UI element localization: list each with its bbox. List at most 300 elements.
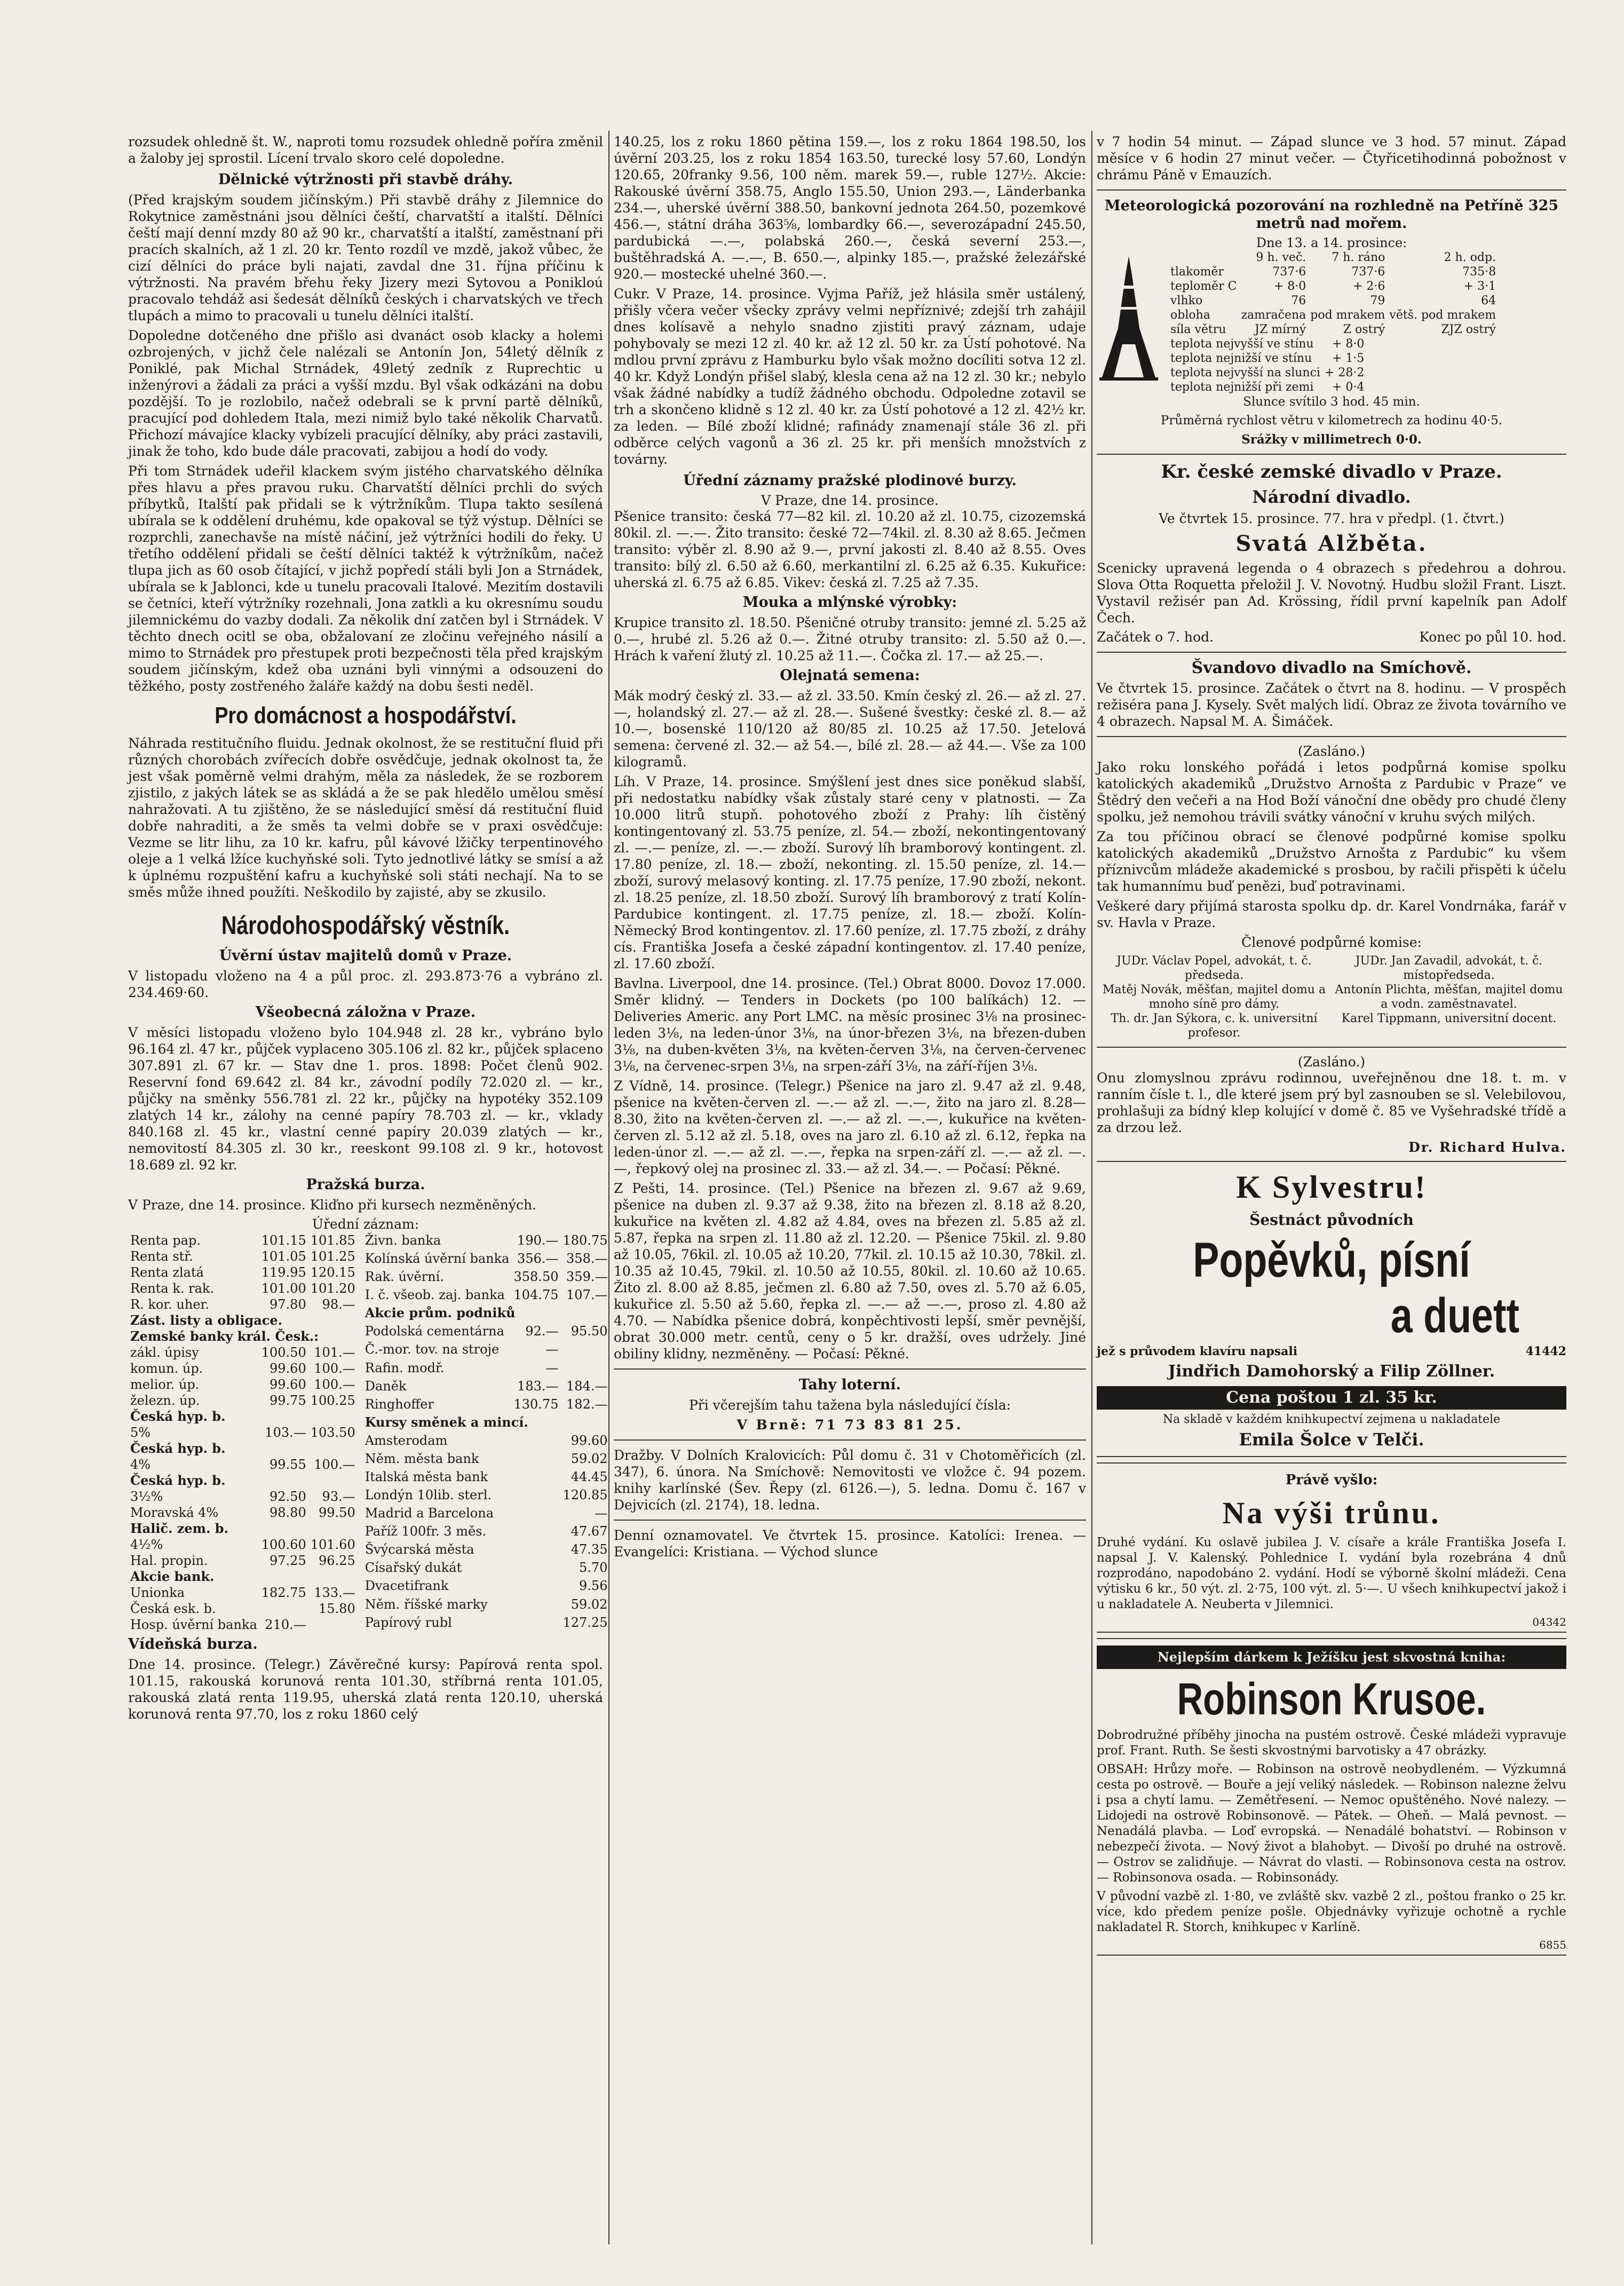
table-cell: Paříž 100fr. 3 měs. <box>365 1524 487 1539</box>
ad-title: a duett <box>1390 1288 1519 1343</box>
divider <box>614 1439 1086 1441</box>
table-cell: 183.— <box>517 1378 559 1394</box>
table-row <box>363 1487 610 1505</box>
committee-member: Th. dr. Jan Sýkora, c. k. universitní profesor. <box>1111 1012 1318 1040</box>
dateline: Dne 13. a 14. prosince: <box>1256 235 1407 250</box>
table-cell: 76 <box>1291 294 1306 307</box>
table-cell <box>512 1469 561 1487</box>
table-cell: pod mrakem <box>1310 309 1385 322</box>
lottery-numbers: V Brně: 71 73 83 81 25. <box>736 1417 963 1433</box>
table-row <box>363 1596 610 1615</box>
table-cell: ZJZ ostrý <box>1441 323 1496 336</box>
theatre-date: Ve čtvrtek 15. prosince. 77. hra v předpl. (1. čtvrt.) <box>1159 511 1504 526</box>
table-cell: komun. úp. <box>130 1361 203 1376</box>
table-row <box>128 1296 358 1312</box>
table-row <box>363 1251 610 1269</box>
table-row <box>128 1473 358 1489</box>
table-cell: 3½% <box>130 1489 163 1504</box>
table-row <box>128 1601 358 1617</box>
table-cell: 98.— <box>322 1297 355 1312</box>
table-cell: zákl. úpisy <box>130 1345 199 1360</box>
table-cell <box>512 1505 561 1523</box>
table-row <box>363 1523 610 1541</box>
table-cell: 210.— <box>265 1617 306 1632</box>
table-cell: Hosp. úvěrní banka <box>130 1617 257 1632</box>
table-title: Úřední záznam: <box>312 1216 419 1232</box>
ad-text: Dobrodružné příběhy jinocha na pustém ostrově. České mládeži vypravuje prof. Frant. Ruth. Se šesti skvostnými barvotisky a 47 obrázky. <box>1097 1728 1566 1758</box>
section-heading: Národohospodářský věstník. <box>221 912 510 940</box>
table-cell: Kolínská úvěrní banka <box>365 1251 510 1267</box>
table-cell: 119.95 <box>261 1265 306 1280</box>
table-cell: 96.25 <box>319 1553 355 1568</box>
table-cell: teplota nejvyšší ve stínu <box>1170 337 1314 351</box>
table-row <box>363 1360 610 1378</box>
table-cell: 101.20 <box>310 1281 355 1296</box>
ad-headline: K Sylvestru! <box>1236 1169 1427 1205</box>
table-cell: 100.— <box>314 1361 355 1376</box>
table-cell: Zemské banky král. Česk.: <box>130 1328 319 1344</box>
table-cell: 104.75 <box>513 1287 559 1303</box>
table-row <box>128 1377 358 1393</box>
article-text: V měsíci listopadu vloženo bylo 104.948 zl. 28 kr., vybráno bylo 96.164 zl. 47 kr., půjček vyplaceno 305.106 zl. 82 kr., půjček splaceno 307.891 zl. 67 kr. — Stav dne 1. pros. 1898: Počet členů 902. Reservní fond 69.642 zl. 84 kr., závodní podíly 72.020 zl. — kr., půjčky na směnky 556.781 zl. 22 kr., půjčky na hypotéky 352.109 zlatých 14 kr., zálohy na cenné papíry 78.703 zl. — kr., vklady 840.168 zl. 45 kr., vlastní cenné papíry 20.039 zlatých — kr., nemovitostí 84.305 zl. 30 kr., reeskont 99.108 zl. 9 kr., hotovost 18.689 zl. 92 kr. <box>128 1025 603 1173</box>
meteo-note: Průměrná rychlost větru v kilometrech za hodinu 40·5. <box>1160 414 1503 428</box>
table-row <box>1168 250 1498 265</box>
ad-headline: Právě vyšlo: <box>1285 1472 1378 1488</box>
ad-info <box>1097 1344 1566 1358</box>
bourse-table-right <box>363 1232 610 1633</box>
article-text: Scenicky upravená legenda o 4 obrazech s předehrou a dohrou. Slova Otta Roquetta přeložil J. V. Novotný. Hudbu složil Frant. Liszt. Vystavil režisér pan Ad. Krössing, řídil první kapelník pan Adolf Čech. <box>1097 560 1566 626</box>
table-cell: 59.02 <box>571 1451 608 1466</box>
table-row <box>128 1553 358 1569</box>
table-cell: Moravská 4% <box>130 1505 219 1520</box>
divider <box>1097 1047 1566 1048</box>
column-1 <box>128 133 608 1726</box>
table-cell <box>560 1341 609 1359</box>
table-cell: Renta stř. <box>130 1249 193 1264</box>
dateline: V Praze, dne 14. prosince. <box>761 493 939 508</box>
table-cell: 4½% <box>130 1537 163 1552</box>
table-cell: 64 <box>1481 294 1496 307</box>
table-row <box>1168 265 1498 279</box>
table-row <box>1168 322 1498 337</box>
table-cell <box>512 1487 561 1505</box>
table-row <box>363 1433 610 1451</box>
table-cell: Zást. listy a obligace. <box>130 1312 283 1328</box>
table-cell: 100.50 <box>261 1345 306 1360</box>
signature: Dr. Richard Hulva. <box>1408 1140 1566 1155</box>
table-cell: 47.67 <box>571 1524 608 1539</box>
play-end: Konec po půl 10. hod. <box>1419 629 1566 645</box>
table-row <box>363 1396 610 1414</box>
theatre-subheading: Národní divadlo. <box>1252 487 1411 507</box>
table-row <box>363 1269 610 1287</box>
table-cell: + 28·2 <box>1324 366 1365 379</box>
table-cell: Česká hyp. b. <box>130 1441 226 1456</box>
ad-title: Na výši trůnu. <box>1222 1496 1441 1530</box>
notice-heading: (Zasláno.) <box>1297 1054 1366 1070</box>
table-row <box>128 1312 358 1328</box>
meteo-note: Slunce svítilo 3 hod. 45 min. <box>1243 395 1420 409</box>
table-row <box>363 1451 610 1469</box>
table-row <box>128 1393 358 1409</box>
table-cell: + 8·0 <box>1273 280 1306 293</box>
bourse-tables <box>128 1232 608 1633</box>
column-3 <box>1097 133 1566 1961</box>
table-row <box>363 1578 610 1596</box>
table-cell: Dvacetifrank <box>365 1578 449 1594</box>
notice-heading: (Zasláno.) <box>1297 743 1366 759</box>
table-cell: 44.45 <box>571 1469 608 1485</box>
article-text: Dne 14. prosince. (Telegr.) Závěrečné kursy: Papírová renta spol. 101.15, rakouská korunová renta 101.30, stříbrná renta 101.05, rakouská zlatá renta 119.95, uherská zlatá renta 120.10, uherská korunová renta 97.70, los z roku 1860 celý <box>128 1657 603 1722</box>
ad-store: Na skladě v každém knihkupectví zejmena u nakladatele <box>1162 1413 1501 1426</box>
table-cell: 182.75 <box>261 1585 306 1600</box>
table-cell: 5.70 <box>579 1560 608 1576</box>
table-cell: Kursy směnek a mincí. <box>365 1414 528 1430</box>
table-row <box>1168 279 1498 294</box>
table-cell: 47.35 <box>571 1542 608 1557</box>
table-row <box>128 1248 358 1264</box>
table-cell: 95.50 <box>571 1324 608 1339</box>
article-text: v 7 hodin 54 minut. — Západ slunce ve 3 hod. 57 minut. Západ měsíce v 6 hodin 27 minut večer. — Čtyřicetihodinná pobožnost v chrámu Páně v Emauzích. <box>1097 134 1566 183</box>
table-cell: Něm. města bank <box>365 1451 479 1466</box>
committee-member: Karel Tippmann, universitní docent. <box>1341 1012 1557 1025</box>
table-header: 9 h. več. <box>1256 251 1306 264</box>
table-cell: 99.55 <box>270 1457 306 1472</box>
committee-members <box>1097 954 1566 1040</box>
article-text: Při tom Strnádek udeřil klackem svým jistého charvatského dělníka přes hlavu a přes pravou ruku. Charvatští dělníci prchli do svých příbytků, Italští pak přidali se k výtržníkům. Tlupa takto sesílená ubírala se k oddělení druhému, kde opakoval se týž výstup. Dělníci se rozprchli, zanechavše na místě náčiní, jež výtržníci hodili do řeky. U třetího oddělení přidali se čeští dělníci taktéž k výtržníkům, načež tlupa jich as 60 osob čítající, v jichž popředí stáli byli Jon a Strnádek, ubírala se k Jablonci, kde u tunelu pracovali Italové. Mezitím dostavili se četníci, kteří výtržníky rozehnali, Jona zatkli a ku okresnímu soudu jilemnickému do vazby dodali. Za několik dní zatčen byl i Strnádek. V těchto dnech ocitl se oba, obžalovaní ze zločinu veřejného násilí a mimo to Strnádek pro přestupek proti bezpečnosti těla před krajským soudem jičínským, kdež oba uznáni byli vinnými a odsouzeni do těžkého, posty zostřeného žaláře každý na dobu šesti neděl. <box>128 463 603 694</box>
advertisement-robinson <box>1097 1638 1566 1956</box>
table-row <box>363 1341 610 1359</box>
article-text: Náhrada restitučního fluidu. Jednak okolnost, že se restituční fluid při různých chorobách zvířecích dobře osvědčuje, jednak okolnost ta, že jest však poměrně velmi drahým, měla za následek, že se rozborem zjistilo, z jakých látek se as skládá a že se pak hledělo umělou směsí nahražovati. A tu zjištěno, že se následující směsí dá restituční fluid dobře nahraditi, a že směs ta velmi dobře se v praxi osvědčuje: Vezme se litr lihu, za 10 kr. kafru, půl kávové lžičky terpentinového oleje a 1 velká lžíce kuchyňské soli. Tyto jednotlivé látky se smísí a až k úplnému rozpuštění kafru a kuchyňské soli státi nechají. Na to se směs může ihned použíti. Neškodilo by zajisté, aby se zkusilo. <box>128 735 603 900</box>
table-cell: Akcie bank. <box>130 1569 215 1584</box>
table-cell: Č.-mor. tov. na stroje <box>365 1342 500 1357</box>
petrin-tower-illustration <box>1097 254 1161 382</box>
article-heading: Úřední záznamy pražské plodinové burzy. <box>683 472 1017 489</box>
subheading: Pražská burza. <box>306 1176 425 1193</box>
table-cell: 133.— <box>314 1585 355 1600</box>
table-cell: vlhko <box>1170 294 1203 307</box>
table-row <box>363 1378 610 1396</box>
table-cell: Z ostrý <box>1343 323 1385 336</box>
committee-member: JUDr. Václav Popel, advokát, t. č. předseda. <box>1116 954 1312 982</box>
table-cell: + 1·5 <box>1332 352 1365 365</box>
divider <box>614 1520 1086 1521</box>
subheading: Úvěrní ústav majitelů domů v Praze. <box>219 947 512 964</box>
table-cell: Císařský dukát <box>365 1560 462 1576</box>
article-text: Denní oznamovatel. Ve čtvrtek 15. prosince. Katolíci: Irenea. — Evangelíci: Kristiana. — Východ slunce <box>614 1528 1086 1560</box>
table-row <box>128 1585 358 1601</box>
table-row <box>128 1328 358 1344</box>
table-cell <box>512 1615 561 1633</box>
table-cell: železn. úp. <box>130 1393 200 1408</box>
table-cell: 59.02 <box>571 1596 608 1612</box>
table-cell: — <box>545 1342 559 1357</box>
table-cell: 358.— <box>566 1251 608 1267</box>
ad-info-text: jež s průvodem klavíru napsali <box>1097 1344 1298 1358</box>
article-heading: Tahy loterní. <box>798 1377 901 1393</box>
ad-price: Cena poštou 1 zl. 35 kr. <box>1097 1386 1566 1410</box>
play-times <box>1097 629 1566 645</box>
committee-member: Matěj Novák, měšťan, majitel domu a mnoho síně pro dámy. <box>1102 983 1326 1011</box>
table-cell: Švýcarská města <box>365 1542 474 1557</box>
table-cell: 120.85 <box>563 1488 608 1503</box>
ad-title: Popěvků, písní <box>1193 1233 1470 1287</box>
table-cell: teplota nejnižší při zemi <box>1170 381 1314 394</box>
table-cell: 99.60 <box>571 1433 608 1448</box>
table-cell: Česká hyp. b. <box>130 1473 226 1488</box>
table-row <box>128 1617 358 1633</box>
table-row <box>363 1323 610 1341</box>
table-row <box>128 1505 358 1521</box>
table-cell <box>512 1451 561 1469</box>
table-cell: 107.— <box>566 1287 608 1303</box>
table-cell: 100.60 <box>261 1537 306 1552</box>
table-cell: 358.50 <box>513 1269 559 1285</box>
table-row <box>128 1521 358 1537</box>
table-cell: Něm. říšské marky <box>365 1596 488 1612</box>
table-cell: 92.— <box>525 1324 559 1339</box>
table-cell: 4% <box>130 1457 151 1472</box>
ad-publisher: Emila Šolce v Telči. <box>1239 1429 1424 1450</box>
subheading: Olejnatá semena: <box>780 667 920 684</box>
advertisement-book <box>1097 1462 1566 1633</box>
table-cell: 99.60 <box>270 1361 306 1376</box>
table-cell <box>512 1433 561 1451</box>
article-text: Členové podpůrné komise: <box>1241 935 1422 950</box>
table-row <box>128 1425 358 1441</box>
table-row <box>363 1414 610 1433</box>
table-row <box>128 1264 358 1280</box>
column-rule <box>608 131 609 2244</box>
table-cell: Daněk <box>365 1378 407 1394</box>
article-text: V Praze, dne 14. prosince. Kliďno při kursech nezměněných. <box>128 1197 536 1213</box>
table-cell: — <box>545 1360 559 1375</box>
table-cell: Česká esk. b. <box>130 1601 216 1616</box>
article-text: Veškeré dary přijímá starosta spolku dp. dr. Karel Vondrnáka, farář v sv. Havla v Praze. <box>1097 898 1566 930</box>
article-text: Bavlna. Liverpool, dne 14. prosince. (Tel.) Obrat 8000. Dovoz 17.000. Směr klidný. — Tenders in Dockets (po 100 balíkách) 12. — Deliveries Americ. any Port LMC. na měsíc prosinec 3⅛ na prosinec-leden 3⅛, na leden-únor 3⅛, na únor-březen 3⅛, na březen-duben 3⅛, na duben-květen 3⅛, na květen-červen 3⅛, na červen-červenec 3⅛, na červenec-srpen 3⅛, na srpen-září 3⅛, na září-říjen 3⅛. <box>614 976 1086 1074</box>
table-cell: 359.— <box>566 1269 608 1285</box>
article-text: 140.25, los z roku 1860 pětina 159.—, los z roku 1864 198.50, los úvěrní 203.25, los z roku 1854 163.50, turecké losy 57.60, Londýn 120.65, 20franky 9.56, 100 něm. marek 59.—, ruble 127½. Akcie: Rakouské úvěrní 358.75, Anglo 155.50, Union 293.—, Länderbanka 234.—, uherské úvěrní 388.50, bankovní jednota 264.50, pozemkové 456.—, státní dráha 363⅝, lombardky 66.—, severozápadní 245.50, pardubická —.—, polabská 260.—, česká severní 253.—, buštěhradská A. —.—, B. 650.—, alpinky 185.—, pražské železářské 920.— mostecké uhelné 360.—. <box>614 134 1086 282</box>
table-cell: 127.25 <box>563 1615 608 1630</box>
subheading: Vídeňská burza. <box>128 1636 258 1652</box>
table-cell: 101.00 <box>261 1281 306 1296</box>
meteo-temps <box>1168 337 1366 394</box>
table-cell: 100.— <box>314 1377 355 1392</box>
table-cell: 100.— <box>314 1457 355 1472</box>
table-header: 7 h. ráno <box>1332 251 1385 264</box>
table-cell: 100.25 <box>310 1393 355 1408</box>
table-row <box>363 1232 610 1251</box>
table-row <box>1168 380 1366 394</box>
ad-headline: Nejlepším dárkem k Ježíšku jest skvostná kniha: <box>1097 1646 1566 1669</box>
table-cell: — <box>595 1506 608 1521</box>
divider <box>1097 189 1566 191</box>
table-cell: 101.15 <box>261 1233 306 1248</box>
table-row <box>363 1469 610 1487</box>
table-cell: 120.15 <box>310 1265 355 1280</box>
table-cell: 182.— <box>566 1396 608 1412</box>
committee-member: JUDr. Jan Zavadil, advokát, t. č. místopředseda. <box>1355 954 1543 982</box>
table-row <box>128 1360 358 1377</box>
table-cell: 101.85 <box>310 1233 355 1248</box>
table-cell: Madrid a Barcelona <box>365 1506 494 1521</box>
table-cell: Renta pap. <box>130 1233 201 1248</box>
table-cell: 99.60 <box>270 1377 306 1392</box>
table-row <box>1168 337 1366 351</box>
ad-number: 41442 <box>1525 1344 1566 1358</box>
table-row <box>1097 983 1566 1011</box>
table-row <box>128 1569 358 1585</box>
table-row <box>128 1441 358 1457</box>
table-cell: 99.75 <box>270 1393 306 1408</box>
table-cell: 356.— <box>517 1251 559 1267</box>
article-text: Dražby. V Dolních Kralovicích: Půl domu č. 31 v Chotoměřicích (zl. 347), 6. února. Na Smíchově: Nemovitosti ve vložce č. 94 pozem. knihy karlínské (Šev. Řepy (zl. 6126.—), 5. ledna. Domu č. 167 v Dejvicích (zl. 2174), 18. ledna. <box>614 1447 1086 1513</box>
table-row <box>363 1505 610 1523</box>
table-cell <box>259 1601 308 1617</box>
table-cell: 737·6 <box>1272 265 1306 279</box>
table-cell: 101.25 <box>310 1249 355 1264</box>
table-row <box>1097 954 1566 983</box>
table-cell <box>560 1360 609 1378</box>
table-row <box>128 1280 358 1296</box>
table-cell: 97.25 <box>270 1553 306 1568</box>
article-text: Onu zlomyslnou zprávu rodinnou, uveřejněnou dne 18. t. m. v ranním čísle t. l., dle které jsem prý byl zasnouben se sl. Velebilovou, prohlašuji za bídný klep kolující v domě č. 85 ve Vyšehradské třídě a za drzou lež. <box>1097 1070 1566 1135</box>
table-cell: + 0·4 <box>1332 381 1365 394</box>
ad-price: V původní vazbě zl. 1·80, ve zvláště skv. vazbě 2 zl., poštou franko o 25 kr. více, kdo předem peníze pošle. Objednávky vyřizuje ochotně a rychle nakladatel R. Storch, knihkupec v Karlíně. <box>1097 1889 1566 1934</box>
table-cell: 5% <box>130 1425 151 1440</box>
table-cell: 101.05 <box>261 1249 306 1264</box>
table-cell: + 3·1 <box>1463 280 1496 293</box>
advertisement-songs <box>1097 1161 1566 1457</box>
divider <box>1097 652 1566 653</box>
article-text: Cukr. V Praze, 14. prosince. Vyjma Paříž, jež hlásila směr ustálený, přišly včera večer všecky zprávy velmi nepříznivé; zdejší trh zahájil dnes kolísavě a nehylo snadno zjistiti pravý záznam, udaje pohybovaly se mezi 12 zl. 40 kr. až 12 zl. 50 kr. za Ústí pohotové. Na mdlou první zprávu z Hamburku bylo však možno docíliti sotva 12 zl. 40 kr. Když Londýn přišel slabý, klesla cena až na 12 zl. 30 kr.; nebylo však žádné nabídky a tudíž žádného obchodu. Odpoledne zotavil se trh a skončeno klidně s 12 zl. 40 kr. za Ústí pohotové a 12 zl. 42½ kr. za leden. — Bílé zboží klidné; rafinády znamenají stále 36 zl. při odběrce celých vagonů a 36 zl. 25 kr. při menších množstvích z továrny. <box>614 286 1086 467</box>
bourse-table-left <box>128 1232 358 1633</box>
committee-member: Antonín Plichta, měšťan, majitel domu a vodn. zaměstnavatel. <box>1335 983 1563 1011</box>
table-cell <box>512 1523 561 1541</box>
article-text: Ve čtvrtek 15. prosince. Začátek o čtvrt na 8. hodinu. — V prospěch režiséra pana J. Kysely. Svět malých lidí. Obraz ze života továrního ve 4 obrazech. Napsal M. A. Šimáček. <box>1097 681 1566 729</box>
play-start: Začátek o 7. hod. <box>1097 629 1214 645</box>
table-cell: 92.50 <box>270 1489 306 1504</box>
article-text: Dopoledne dotčeného dne přišlo asi dvanáct osob klacky a holemi ozbrojených, v jichž čele nalézali se Antonín Jon, 54letý dělník z Poniklé, pak Michal Strnádek, 49letý zedník z Ruprechtic u inženýrovi a žádali za práci a vyšší mzdu. Byl však odkázáni na dobu pozdější. To je rozlobilo, načež odebrali se k první partě dělníků, pracující pod dohledem Itala, mezi nimiž bylo také několik Charvatů. Přichozí mávajíce klacky vybízeli pracující dělníky, aby práci zastavili, jinak že toho, kdo bude dále pracovati, zabijou a hodí do vody. <box>128 328 603 459</box>
table-row <box>1168 351 1366 366</box>
divider <box>1097 736 1566 737</box>
table-row <box>363 1615 610 1633</box>
meteo-table <box>1168 250 1498 337</box>
table-cell: 101.— <box>314 1345 355 1360</box>
table-cell: Ringhoffer <box>365 1396 434 1412</box>
table-cell: 9.56 <box>579 1578 608 1594</box>
table-cell <box>512 1596 561 1615</box>
table-cell: + 2·6 <box>1352 280 1385 293</box>
table-cell: 15.80 <box>319 1601 355 1616</box>
meteo-note: Srážky v millimetrech 0·0. <box>1241 432 1422 447</box>
article-text: Z Vídně, 14. prosince. (Telegr.) Pšenice na jaro zl. 9.47 až zl. 9.48, pšenice na květen-červen zl. —.— až zl. —.—, žito na jaro zl. 8.28—8.30, žito na květen-červen zl. —.— až zl. —.—, kukuřice na květen-červen zl. 5.12 až zl. 5.18, oves na jaro zl. 6.10 až zl. 6.12, řepka na leden-únor zl. —.— až zl. —.—, řepka na srpen-září zl. —.— až zl. —.—, řepkový olej na prosinec zl. 33.— až zl. 34.—. — Počasí: Pěkné. <box>614 1078 1086 1176</box>
table-row <box>1168 294 1498 308</box>
table-row <box>363 1541 610 1560</box>
article-text: V listopadu vloženo na 4 a půl proc. zl. 293.873·76 a vybráno zl. 234.469·60. <box>128 968 603 1000</box>
ad-authors: Jindřich Damohorský a Filip Zöllner. <box>1168 1362 1495 1381</box>
table-cell: 101.60 <box>310 1537 355 1552</box>
table-cell: JZ mírný <box>1255 323 1306 336</box>
table-row <box>128 1344 358 1360</box>
table-cell: tlakoměr <box>1170 265 1224 279</box>
table-cell: Italská města bank <box>365 1469 488 1485</box>
theatre-heading: Kr. české zemské divadlo v Praze. <box>1161 461 1502 482</box>
ad-number: 04342 <box>1532 1616 1566 1628</box>
table-cell: síla větru <box>1170 323 1226 336</box>
ad-subline: Šestnáct původních <box>1249 1211 1414 1229</box>
table-cell: Halič. zem. b. <box>130 1521 228 1536</box>
table-cell: větš. pod mrakem <box>1389 309 1496 322</box>
article-text: (Před krajským soudem jičínským.) Při stavbě dráhy z Jilemnice do Rokytnice zaměstnáni jsou dělníci čeští, charvatští a italští. Dělníci čeští mají denní mzdy 80 až 90 kr., charvatští a italští, zaměstnaní při pracích skalních, až 1 zl. 20 kr. Tento rozdíl ve mzdě, jakož vůbec, že cizí dělníci do práce byli najati, zavdal dne 31. října příčinu k výtržnosti. Na pravém břehu řeky Jizery mezi Sytovou a Ponikloú pracovalo tehdáž asi šedesát dělníků českých i charvatských ve třech tlupách a mimo to pracovali u tunelu dělníci italští. <box>128 192 603 323</box>
table-cell: Rak. úvěrní. <box>365 1269 444 1285</box>
table-cell: 98.80 <box>270 1505 306 1520</box>
table-cell <box>512 1578 561 1596</box>
article-heading: Meteorologická pozorování na rozhledně na Petříně 325 metrů nad mořem. <box>1104 197 1559 232</box>
ad-title: Robinson Krusoe. <box>1177 1674 1486 1724</box>
table-cell: melior. úp. <box>130 1377 200 1392</box>
table-cell: Papírový rubl <box>365 1615 452 1630</box>
table-cell: 103.50 <box>310 1425 355 1440</box>
article-text: Krupice transito zl. 18.50. Pšeničné otruby transito: jemné zl. 5.25 až 0.—, hrubé zl. 5.26 až 0.—. Žitné otruby transito: zl. 5.50 až 0.—. Hrách k vaření žlutý zl. 10.25 až 11.—. Čočka zl. 17.— až 25.—. <box>614 615 1086 663</box>
table-cell: 180.75 <box>563 1233 608 1248</box>
table-cell: Unionka <box>130 1585 185 1600</box>
table-cell: Hal. propin. <box>130 1553 208 1568</box>
table-row <box>128 1232 358 1248</box>
table-cell: 97.80 <box>270 1297 306 1312</box>
table-cell: teplota nejvyšší na slunci <box>1170 366 1320 379</box>
table-cell: 93.— <box>322 1489 355 1504</box>
theatre-heading: Švandovo divadlo na Smíchově. <box>1191 659 1472 677</box>
table-cell <box>512 1541 561 1560</box>
table-cell <box>308 1617 358 1633</box>
article-text: Z Pešti, 14. prosince. (Tel.) Pšenice na březen zl. 9.67 až 9.69, pšenice na duben zl. 9.37 až 9.38, žito na březen zl. 8.18 až 8.20, kukuřice na květen zl. 4.82 až 4.84, oves na březen zl. 5.85 až zl. 5.87, řepka na srpen zl. 11.80 až zl. 12.20. — Pšenice 75kil. zl. 9.80 až 10.05, 76kil. zl. 10.05 až 10.20, 77kil. zl. 10.15 až 10.30, 78kil. zl. 10.35 až 10.45, 79kil. zl. 10.50 až 10.55, 80kil. zl. 10.60 až 10.65. Žito zl. 8.00 až 8.85, ječmen zl. 6.80 až 7.50, oves zl. 5.70 až 6.05, kukuřice zl. 5.50 až 5.60, řepka zl. —.— až —.—, proso zl. 4.80 až 4.70. — Nabídka pšenice dobrá, konpěchtivosti lepší, směr pevnější, obrat 30.000 metr. centů, ceny o 5 kr. dražší, oves udržely. Jiné obiliny klidny, nezměněny. — Počasí: Pěkné. <box>614 1181 1086 1362</box>
article-text: Líh. V Praze, 14. prosince. Smýšlení jest dnes sice poněkud slabší, při nedostatku nabídky však zůstaly staré ceny v platnosti. — Za 10.000 litrů stupň. pohotového zboží z Prahy: líh čistěný kontingentovaný zl. 53.75 peníze, zl. 54.— zboží, nekontingentovaný zl. —.— peníze, zl. —.— zboží. Surový líh bramborový kontingent. zl. 17.80 peníze, zl. 18.— zboží, nekonting. zl. 15.50 peníze, zl. 14.— zboží, surový melasový konting. zl. 17.75 peníze, 17.90 zboží, nekont. zl. 18.25 peníze, zl. 18.50 zboží. Surový líh bramborový z tratí Kolín-Pardubice kontingent. zl. 17.75 peníze, zl. 18.— zboží. Kolín-Německý Brod kontingentov. zl. 17.60 peníze, zl. 17.75 zboží, z dráhy cís. Františka Josefa a české západní kontingentov. zl. 17.40 peníze, zl. 17.60 zboží. <box>614 774 1086 971</box>
play-title: Svatá Alžběta. <box>1235 531 1428 556</box>
table-cell: R. kor. uher. <box>130 1297 209 1312</box>
table-header: 2 h. odp. <box>1444 251 1496 264</box>
table-row <box>128 1457 358 1473</box>
column-rule <box>1091 131 1092 2244</box>
table-row <box>1168 366 1366 380</box>
article-text: rozsudek ohledně št. W., naproti tomu rozsudek ohledně poříra změnil a žaloby jej sprostil. Lícení trvalo skoro celé dopoledne. <box>128 134 603 166</box>
table-row <box>363 1305 610 1323</box>
table-row <box>128 1489 358 1505</box>
table-cell: 184.— <box>566 1378 608 1394</box>
article-heading: Dělnické výtržnosti při stavbě dráhy. <box>218 171 513 188</box>
table-row <box>363 1560 610 1578</box>
table-cell: Londýn 10lib. sterl. <box>365 1488 492 1503</box>
divider <box>1097 454 1566 455</box>
column-2 <box>614 133 1086 1563</box>
table-cell: 99.50 <box>319 1505 355 1520</box>
table-row <box>363 1287 610 1305</box>
subheading: Všeobecná záložna v Praze. <box>255 1004 476 1021</box>
table-row <box>1097 1011 1566 1040</box>
table-cell: 79 <box>1370 294 1385 307</box>
table-cell: zamračena <box>1241 309 1306 322</box>
ad-number: 6855 <box>1539 1939 1566 1951</box>
table-header <box>1168 250 1239 265</box>
table-cell: 190.— <box>517 1233 559 1248</box>
table-cell: Rafin. modř. <box>365 1360 445 1375</box>
table-row <box>128 1409 358 1425</box>
table-cell: teplota nejnižší ve stínu <box>1170 352 1312 365</box>
table-cell: Akcie prům. podniků <box>365 1305 516 1321</box>
divider <box>614 1369 1086 1370</box>
article-text: Při včerejším tahu tažena byla následující čísla: <box>688 1397 1011 1413</box>
table-cell: obloha <box>1170 309 1210 322</box>
